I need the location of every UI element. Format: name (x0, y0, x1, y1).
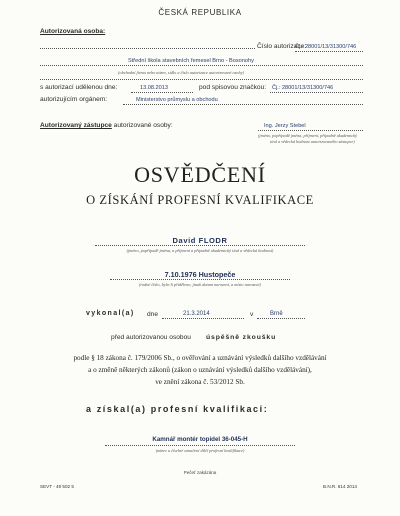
representative-label-bold: Autorizovaný zástupce (40, 122, 112, 129)
organization-caption: (obchodní firma nebo název, sídlo a číslo autorizace autorizované osoby) (118, 70, 244, 75)
country-header: ČESKÁ REPUBLIKA (158, 8, 242, 17)
dotted-line (123, 104, 363, 105)
representative-label-rest: autorizované osoby: (113, 122, 173, 129)
dotted-line (40, 79, 363, 80)
dotted-line (95, 245, 305, 246)
holder-name-caption: (jméno, popřípadě jména, a příjmení a případně akademický titul a vědecká hodnost) (126, 248, 274, 253)
qualification-heading: a získal(a) profesní kvalifikaci: (86, 404, 269, 414)
exam-date: 21.3.2014 (183, 311, 210, 317)
granted-label: s autorizací udělenou dne: (40, 84, 118, 91)
exam-place: Brně (270, 311, 283, 317)
authorized-person-label: Autorizovaná osoba: (40, 28, 106, 35)
dotted-line (295, 51, 363, 52)
file-number-label: pod spisovou značkou: (199, 84, 267, 91)
authorizing-body-value: Ministerstvo průmyslu a obchodu (136, 97, 218, 103)
holder-name: David FLODR (172, 236, 228, 245)
day-label: dne (147, 311, 159, 318)
dotted-line (110, 279, 290, 280)
qualification-value: Kamnář montér topidel 36-045-H (152, 436, 248, 443)
holder-birth: 7.10.1976 Hustopeče (164, 270, 236, 279)
representative-caption-1: (jméno, popřípadě jména, příjmení, případně akademický (258, 133, 358, 138)
dotted-line (40, 48, 255, 49)
before-text: před autorizovanou osobou (111, 334, 191, 341)
dotted-line (270, 92, 363, 93)
certificate-subtitle: O ZÍSKÁNÍ PROFESNÍ KVALIFIKACE (86, 193, 314, 207)
holder-birth-caption: (rodné číslo, bylo-li přiděleno, jinak datum narození, a místo narození) (139, 282, 261, 287)
exam-result: úspěšně zkoušku (206, 334, 277, 341)
dotted-line (257, 318, 305, 319)
form-code-left: SEVT - 49 502 5 (40, 484, 74, 489)
qualification-caption: (název a číselné označení dílčí profesní kvalifikace) (155, 448, 245, 453)
authorizing-body-label: autorizujícím orgánem: (40, 96, 108, 103)
legal-line-2: a o změně některých zákonů (zákon o uznávání výsledků dalšího vzdělávání), (88, 366, 312, 374)
representative-caption-2: titul a vědecká hodnost autorizovaného zástupce) (270, 139, 355, 144)
representative-name: Ing. Jerzy Stebel (264, 123, 306, 129)
file-number-value: Čj.: 28001/13/31300/746 (272, 85, 334, 91)
dotted-line (105, 445, 295, 446)
performed-label: vykonal(a) (86, 310, 135, 317)
dotted-line (40, 65, 363, 66)
certificate-title: OSVĚDČENÍ (134, 162, 266, 187)
legal-line-1: podle § 18 zákona č. 179/2006 Sb., o ověřování a uznávání výsledků dalšího vzdělávání (73, 354, 327, 362)
organization-name: Střední škola stavebních řemesel Brno - Bosonohy (128, 58, 254, 64)
dotted-line (162, 318, 244, 319)
dotted-line (131, 92, 193, 93)
auth-number-value: Čj.: 28001/13/31300/746 (295, 44, 357, 50)
granted-date: 13.08.2013 (140, 85, 168, 91)
form-code-right: B.N.R. 614 2014 (323, 484, 357, 489)
legal-line-3: ve znění zákona č. 53/2012 Sb. (155, 378, 245, 386)
dotted-line (258, 130, 363, 131)
representative-label (40, 122, 173, 129)
stamp-caption: Pečeť zakázána (183, 470, 217, 475)
auth-number-label: Číslo autorizace: (257, 43, 307, 50)
place-label: v (250, 311, 254, 318)
